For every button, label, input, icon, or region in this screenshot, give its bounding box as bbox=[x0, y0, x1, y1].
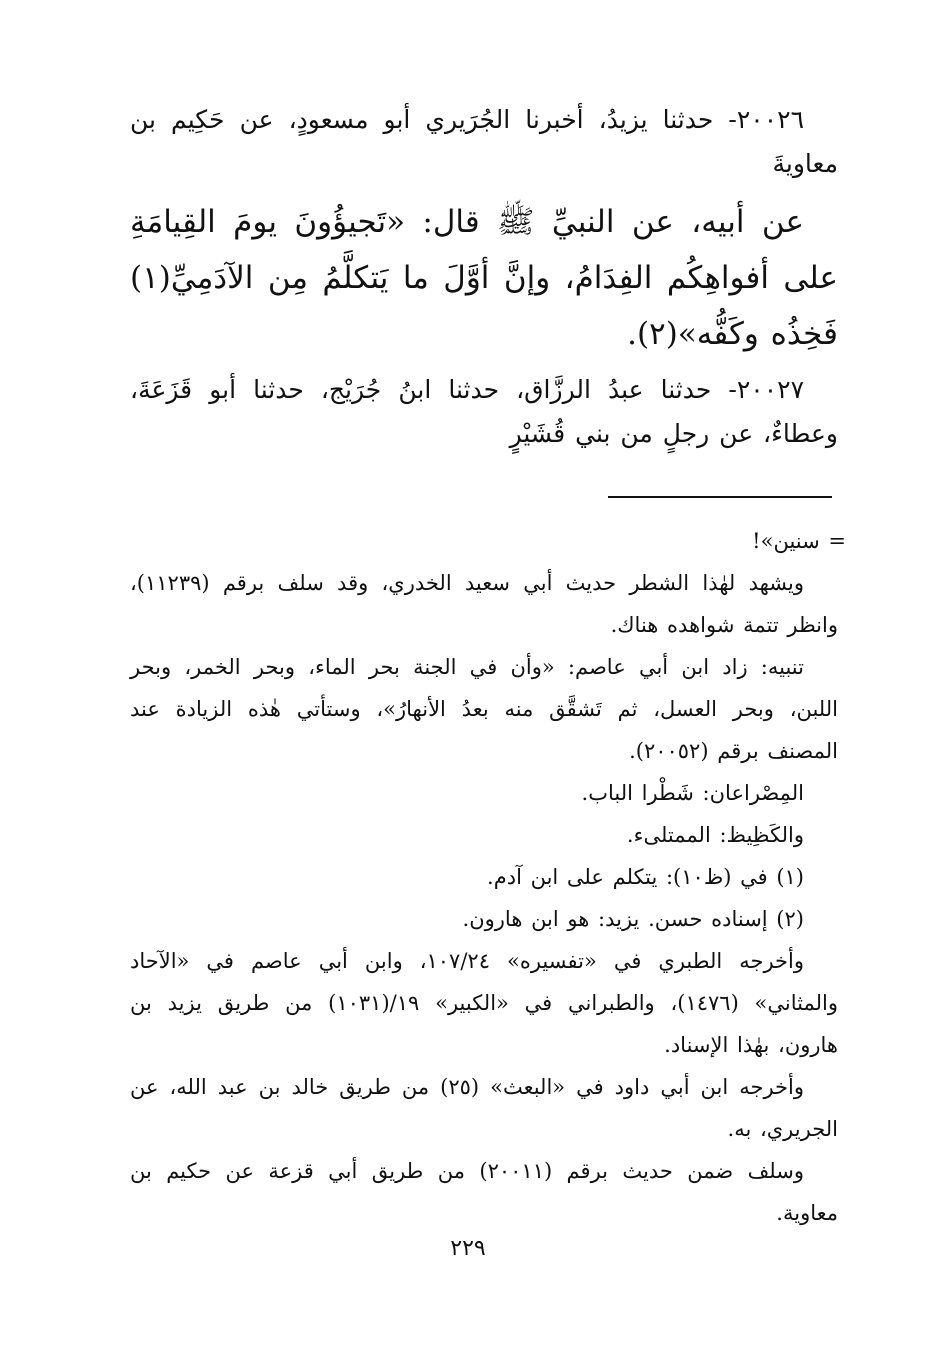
footnotes bbox=[130, 520, 846, 1234]
footnote-line: وأخرجه الطبري في «تفسيره» ١٠٧/٢٤، وابن أبي عاصم في «الآحاد والمثاني» (١٤٧٦)، والطبراني في «الكبير» ١٩/(١٠٣١) من طريق يزيد بن هارون، بهٰذا الإسناد. bbox=[130, 949, 838, 1057]
page-number: ٢٢٩ bbox=[450, 1236, 486, 1261]
footnote-1: (١) في (ظ١٠): يتكلم على ابن آدم. bbox=[487, 865, 804, 889]
hadith-20027: ٢٠٠٢٧- حدثنا عبدُ الرزَّاق، حدثنا ابنُ جُرَيْج، حدثنا أبو قَزَعَةَ، وعطاءٌ، عن رجلٍ من بني قُشَيْرٍ bbox=[130, 375, 838, 448]
footnote-line: والكَظِيظ: الممتلىء. bbox=[626, 823, 804, 847]
footnote-continuation: = سنين»! bbox=[752, 529, 846, 553]
hadith-20026-matn: عن أبيه، عن النبيِّ ﷺ قال: «تَجيؤُونَ يومَ القِيامَةِ على أفواهِكُم الفِدَامُ، وإنَّ أوَّلَ ما يَتكلَّمُ مِن الآدَمِيِّ(١) فَخِذُه وكَفُّه»(٢). bbox=[130, 204, 838, 352]
footnote-2: (٢) إسناده حسن. يزيد: هو ابن هارون. bbox=[462, 907, 804, 931]
footnote-line: وسلف ضمن حديث برقم (٢٠٠١١) من طريق أبي قزعة عن حكيم بن معاوية. bbox=[130, 1159, 838, 1225]
footnote-line: وأخرجه ابن أبي داود في «البعث» (٢٥) من طريق خالد بن عبد الله، عن الجريري، به. bbox=[130, 1075, 838, 1141]
footnote-separator bbox=[608, 496, 832, 498]
main-text bbox=[130, 98, 838, 456]
footnote-line: ويشهد لهٰذا الشطر حديث أبي سعيد الخدري، وقد سلف برقم (١١٢٣٩)، وانظر تتمة شواهده هناك. bbox=[130, 571, 838, 637]
footnote-line: تنبيه: زاد ابن أبي عاصم: «وأن في الجنة بحر الماء، وبحر الخمر، وبحر اللبن، وبحر العسل، ثم تَشقَّق منه بعدُ الأنهارُ»، وستأتي هٰذه الزيادة عند المصنف برقم (٢٠٠٥٢). bbox=[130, 655, 838, 763]
hadith-20026: ٢٠٠٢٦- حدثنا يزيدُ، أخبرنا الجُرَيري أبو مسعودٍ، عن حَكِيم بن معاويةَ bbox=[130, 105, 838, 178]
footnote-line: المِصْراعان: شَطْرا الباب. bbox=[581, 781, 804, 805]
